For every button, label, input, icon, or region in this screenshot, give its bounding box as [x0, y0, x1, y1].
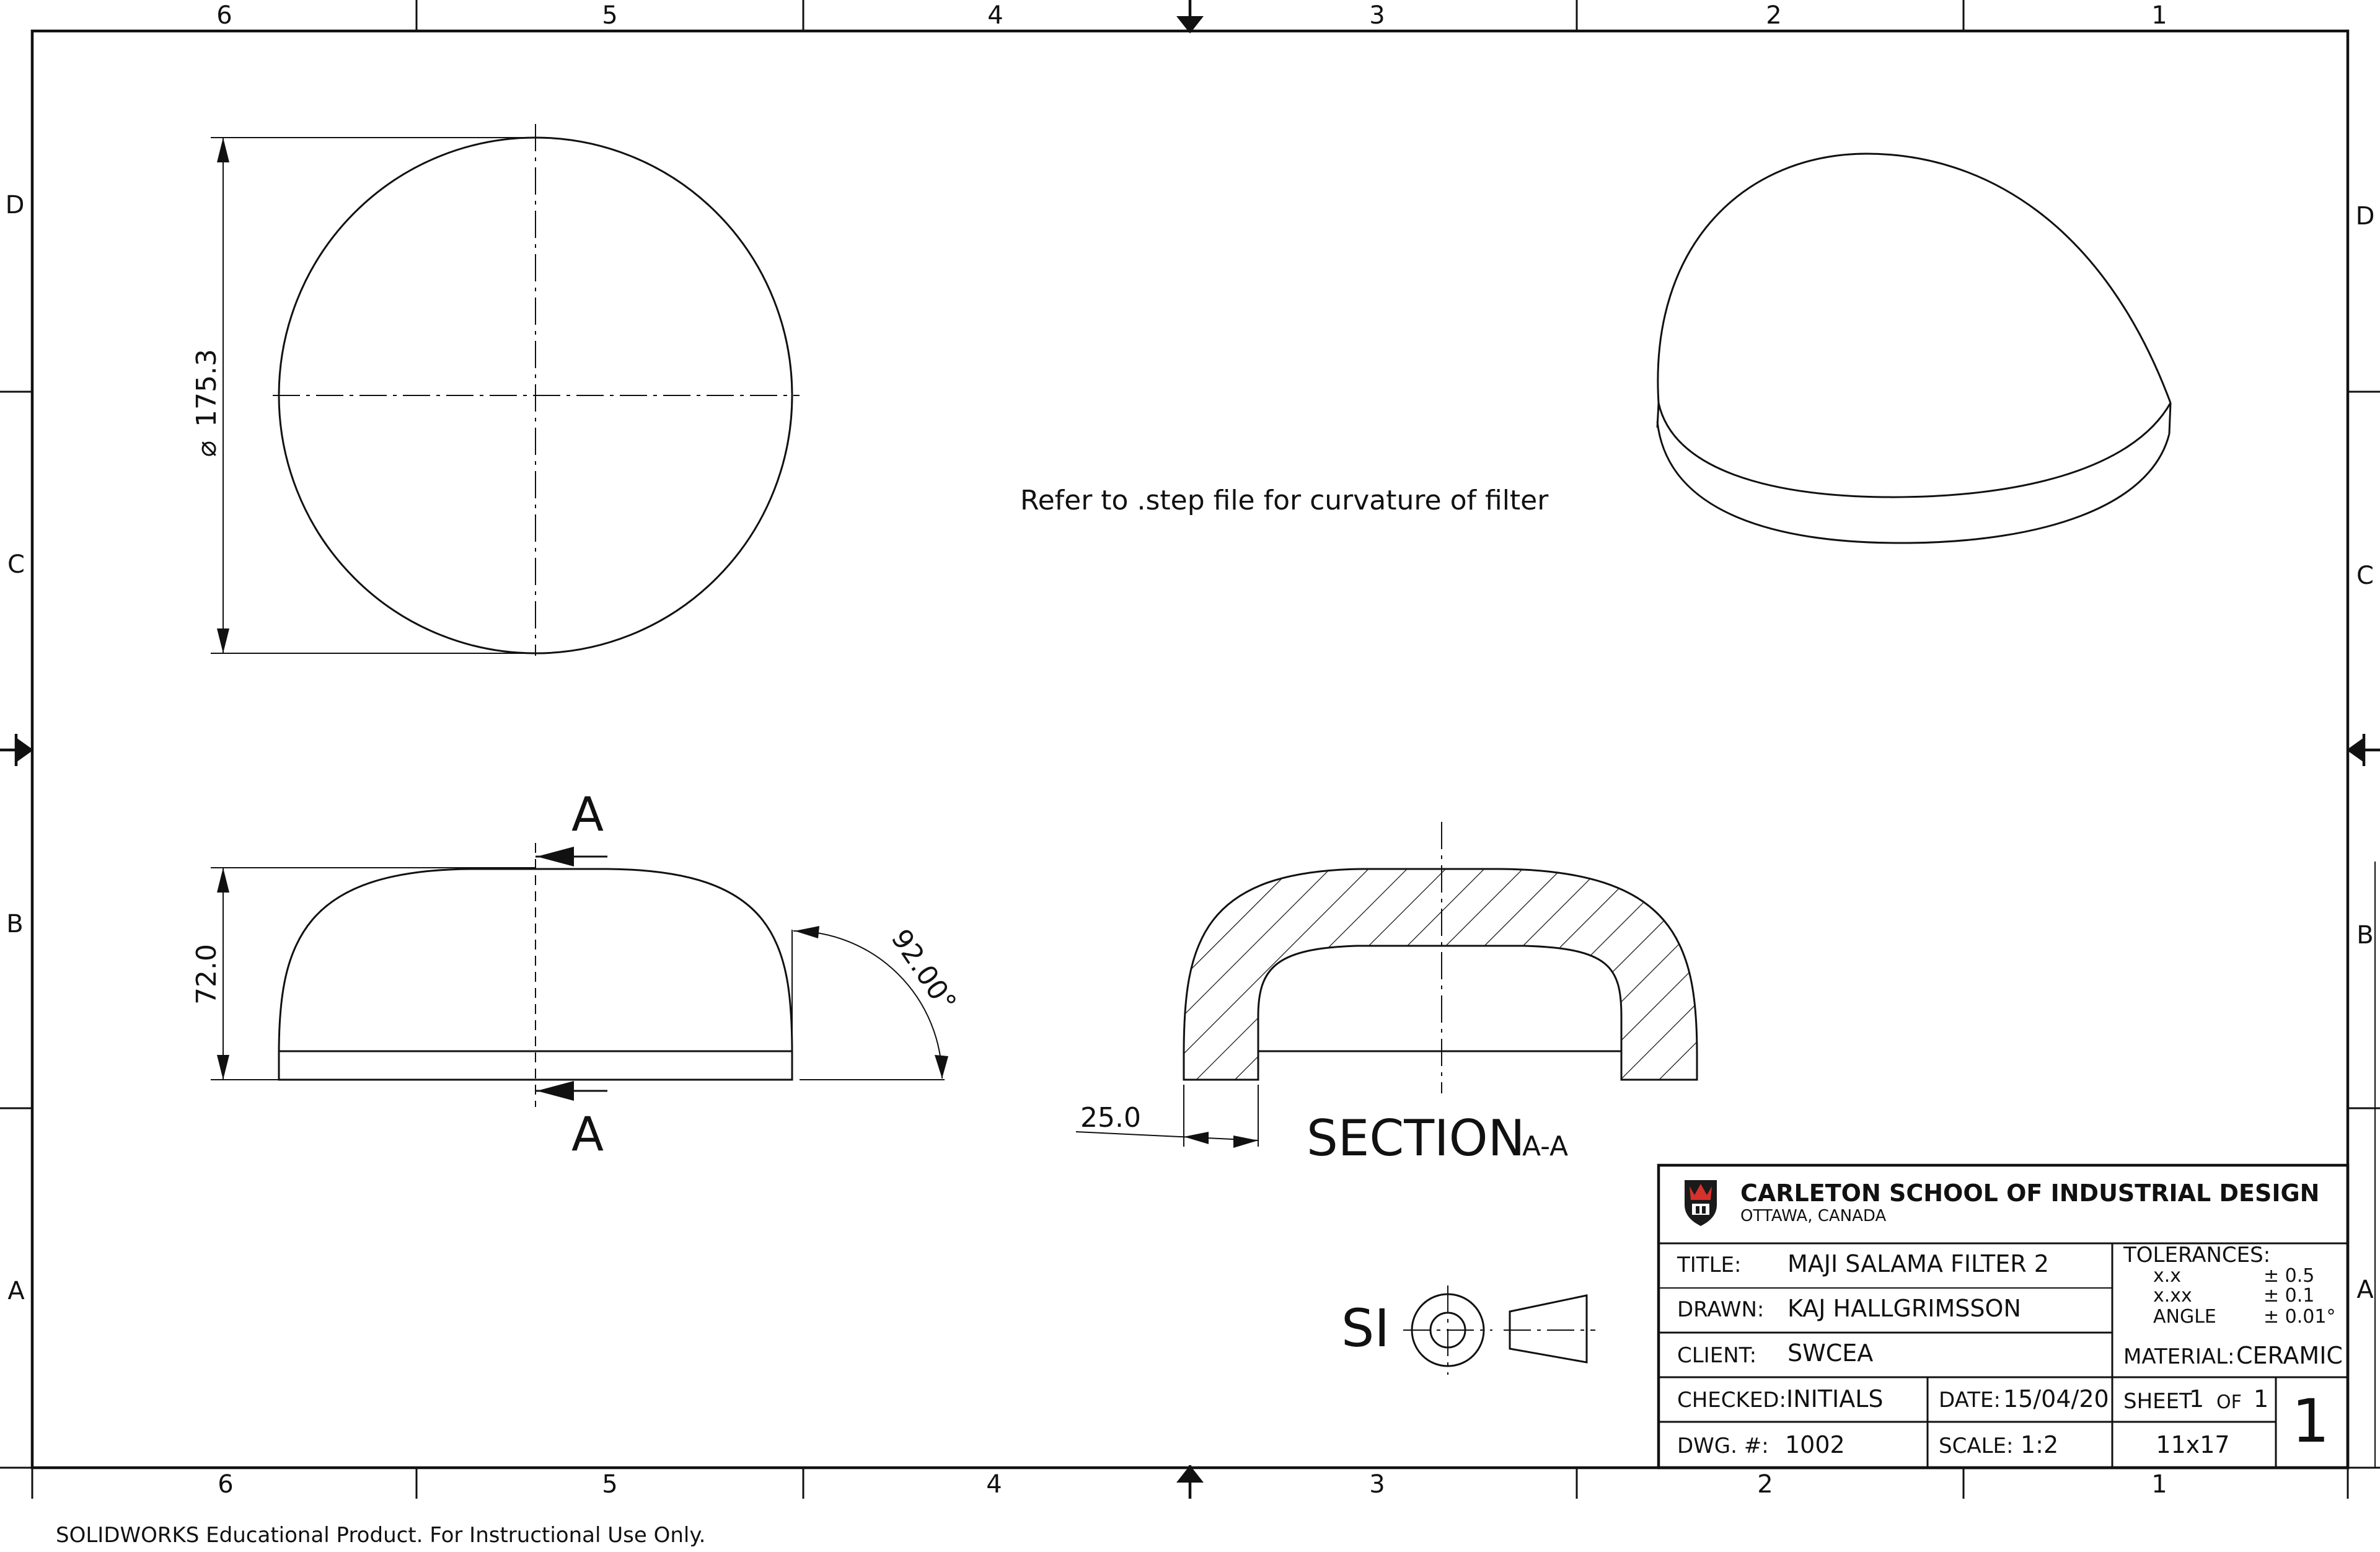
client-value: SWCEA	[1787, 1339, 1874, 1367]
section-arrow-bottom	[536, 1081, 607, 1162]
angle-value: 92.00°	[884, 924, 963, 1018]
iso-rim-lower	[1657, 421, 2169, 543]
centering-arrow-left	[0, 734, 33, 766]
projection-symbol	[1341, 1285, 1595, 1375]
front-view	[191, 787, 963, 1162]
section-view	[1076, 822, 1697, 1167]
zone-col-4-top: 4	[987, 1, 1003, 30]
diameter-symbol: ⌀	[191, 440, 223, 457]
section-title: SECTION	[1307, 1109, 1525, 1167]
centering-arrow-top	[1176, 0, 1204, 33]
title-block	[1659, 1165, 2348, 1468]
zone-col-1-bottom: 1	[2151, 1470, 2167, 1499]
sheet-total: 1	[2254, 1385, 2269, 1413]
drawn-label: DRAWN:	[1677, 1297, 1765, 1322]
tolerances-label: TOLERANCES:	[2123, 1243, 2271, 1268]
iso-dome-outline	[1658, 154, 2171, 403]
tolerance-name-xx: x.x	[2153, 1265, 2182, 1287]
zone-row-b-left: B	[6, 910, 24, 938]
centering-arrow-bottom	[1176, 1465, 1204, 1499]
wall-dimension	[1076, 1085, 1258, 1148]
checked-label: CHECKED:	[1677, 1388, 1786, 1413]
zone-row-d-left: D	[5, 191, 25, 219]
date-label: DATE:	[1939, 1388, 2001, 1413]
tolerance-value-xx: ± 0.5	[2263, 1265, 2315, 1287]
dwg-value: 1002	[1785, 1431, 1845, 1458]
title-value: MAJI SALAMA FILTER 2	[1787, 1250, 2049, 1277]
zone-col-6-bottom: 6	[218, 1470, 234, 1499]
section-letter-top: A	[571, 787, 604, 842]
section-arrow-top	[536, 787, 607, 866]
revision-number: 1	[2291, 1387, 2330, 1456]
isometric-view	[1657, 154, 2171, 543]
zone-col-2-top: 2	[1766, 1, 1782, 30]
wall-value: 25.0	[1080, 1102, 1141, 1134]
top-view	[191, 124, 800, 656]
educational-watermark: SOLIDWORKS Educational Product. For Instructional Use Only.	[56, 1523, 706, 1548]
school-name: CARLETON SCHOOL OF INDUSTRIAL DESIGN	[1740, 1179, 2320, 1207]
scale-value: 1:2	[2021, 1431, 2059, 1458]
zone-col-5-top: 5	[602, 1, 618, 30]
tolerance-name-angle: ANGLE	[2153, 1306, 2216, 1328]
centering-arrow-right	[2347, 734, 2380, 766]
zone-col-3-top: 3	[1369, 1, 1385, 30]
client-label: CLIENT:	[1677, 1343, 1757, 1368]
height-dimension	[191, 868, 536, 1080]
sheet-of: OF	[2216, 1391, 2242, 1413]
zone-col-2-bottom: 2	[1757, 1470, 1773, 1499]
iso-dome-base-front	[1659, 403, 2171, 497]
section-id: A-A	[1522, 1131, 1569, 1162]
zone-row-b-right: B	[2356, 921, 2374, 950]
material-label: MATERIAL:	[2123, 1344, 2235, 1369]
zone-col-3-bottom: 3	[1369, 1470, 1385, 1499]
zone-col-5-bottom: 5	[602, 1470, 618, 1499]
zone-col-1-top: 1	[2151, 1, 2167, 30]
zone-row-c-left: C	[7, 550, 25, 579]
zone-row-a-left: A	[7, 1277, 25, 1305]
zone-col-6-top: 6	[216, 1, 232, 30]
date-value: 15/04/20	[2003, 1385, 2109, 1413]
checked-value: INITIALS	[1786, 1385, 1884, 1413]
tolerance-name-xxx: x.xx	[2153, 1285, 2192, 1307]
height-value: 72.0	[191, 944, 223, 1005]
school-crest-logo	[1685, 1180, 1717, 1226]
tolerance-value-xxx: ± 0.1	[2263, 1285, 2315, 1307]
sheet-label: SHEET	[2123, 1389, 2192, 1414]
scale-label: SCALE:	[1939, 1434, 2014, 1458]
section-hatch-region	[1184, 869, 1697, 1080]
tolerance-value-angle: ± 0.01°	[2263, 1306, 2336, 1328]
projection-units-label: SI	[1341, 1298, 1390, 1359]
material-value: CERAMIC	[2236, 1342, 2343, 1369]
zone-row-c-right: C	[2356, 562, 2374, 590]
zone-row-a-right: A	[2356, 1276, 2374, 1304]
drawn-value: KAJ HALLGRIMSSON	[1787, 1295, 2021, 1322]
sheet-number: 1	[2189, 1385, 2205, 1413]
school-location: OTTAWA, CANADA	[1740, 1207, 1887, 1225]
curvature-note: Refer to .step file for curvature of filter	[1020, 485, 1549, 516]
angle-dimension	[792, 924, 963, 1080]
zone-row-d-right: D	[2355, 202, 2375, 231]
paper-size: 11x17	[2156, 1431, 2230, 1458]
diameter-value: 175.3	[191, 349, 223, 427]
dwg-label: DWG. #:	[1677, 1434, 1769, 1458]
section-letter-bottom: A	[571, 1106, 604, 1162]
zone-col-4-bottom: 4	[986, 1470, 1002, 1499]
title-label: TITLE:	[1677, 1253, 1742, 1277]
